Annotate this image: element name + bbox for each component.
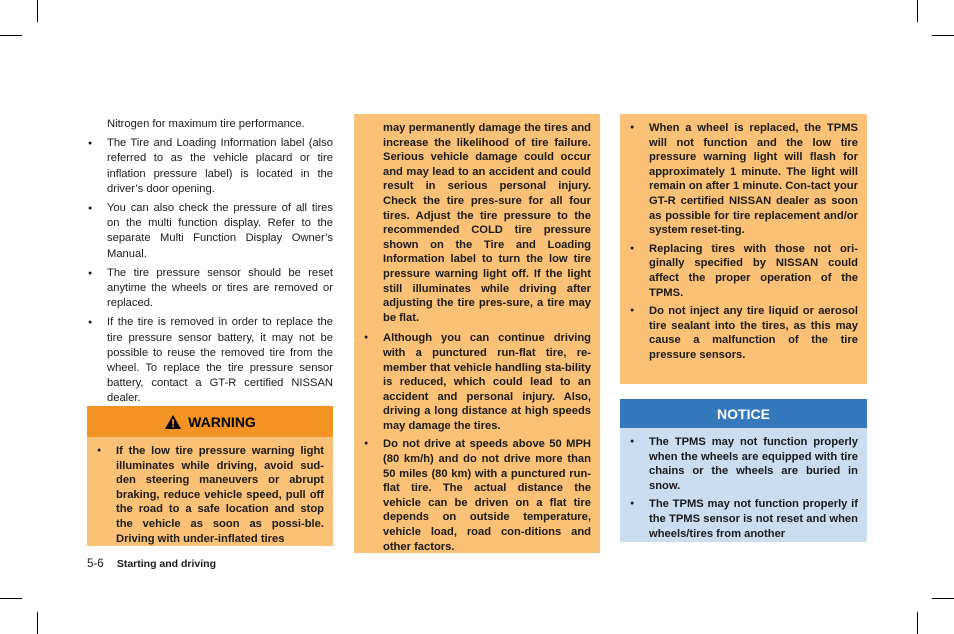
- warning-title: WARNING: [188, 413, 256, 430]
- list-item: ● You can also check the pressure of all tires on the multi function display. Refer to the separate Multi Function Display Owner’s Manual.: [87, 201, 333, 262]
- warning-item: ● Do not drive at speeds above 50 MPH (80 km/h) and do not drive more than 50 miles (80 km) with a punctured run-flat tire. The actual distance the vehicle can be driven on a flat tire depends on outside temperature, vehicle load, road con-ditions and other factors.: [363, 437, 591, 554]
- crop-mark: [932, 598, 954, 599]
- notice-title: NOTICE: [717, 405, 770, 422]
- list-item: ● If the tire is removed in order to replace the tire pressure sensor battery, it may not be possible to reuse the removed tire from the wheel. To replace the tire pressure sensor battery, contact a GT-R certified NISSAN dealer.: [87, 315, 333, 406]
- warning-box-part-2: [354, 114, 600, 553]
- crop-mark: [37, 0, 38, 22]
- crop-mark: [932, 35, 954, 36]
- warning-item: ● Although you can continue driving with a punctured run-flat tire, re-member that vehicle handling sta-bility is reduced, which could lead to an accident and personal injury. Also, driving a long distance at high speeds may damage the tires.: [363, 331, 591, 433]
- warning-box-part-1: [87, 437, 333, 546]
- page-footer: [87, 558, 216, 570]
- list-item: ● The Tire and Loading Information label (also referred to as the vehicle placard or tire inflation pressure label) is located in the driver’s door opening.: [87, 136, 333, 197]
- warning-header: [87, 406, 333, 437]
- list-item: ● The tire pressure sensor should be reset anytime the wheels or tires are removed or replaced.: [87, 266, 333, 312]
- crop-mark: [0, 598, 22, 599]
- column-1: [87, 117, 333, 411]
- warning-item: ● When a wheel is replaced, the TPMS will not function and the low tire pressure warning light will flash for approximately 1 minute. The light will remain on after 1 minute. Con-tact your GT-R certified NISSAN dealer as soon as possible for tire replacement and/or system reset-ting.: [629, 121, 858, 238]
- page-number: 5-6: [87, 558, 104, 570]
- crop-mark: [37, 612, 38, 634]
- intro-text: Nitrogen for maximum tire performance.: [107, 118, 305, 130]
- notice-item: ● The TPMS may not function properly when the wheels are equipped with tire chains or the wheels are buried in snow.: [629, 435, 858, 493]
- warning-box-part-3: [620, 114, 867, 384]
- warning-continuation: may permanently damage the tires and increase the likelihood of tire failure. Serious vehicle damage could occur and may lead to an accident and could result in serious personal injury. Check the tire pres-sure for all four tires. Adjust the tire pressure to the recommended COLD tire pressure shown on the Tire and Loading Information label to turn the low tire pressure warning light off. If the light still illuminates while driving after adjusting the tire pres-sure, a tire may be flat.: [383, 122, 591, 324]
- warning-item: ● If the low tire pressure warning light illuminates while driving, avoid sud-den steering maneuvers or abrupt braking, reduce vehicle speed, pull off the road to a safe location and stop the vehicle as soon as possi-ble. Driving with under-inflated tires: [96, 444, 324, 546]
- warning-item: ● Do not inject any tire liquid or aerosol tire sealant into the tires, as this may cause a malfunction of the tire pressure sensors.: [629, 304, 858, 362]
- warning-item: ● Replacing tires with those not ori-ginally specified by NISSAN could affect the proper operation of the TPMS.: [629, 242, 858, 300]
- crop-mark: [917, 612, 918, 634]
- section-title: Starting and driving: [116, 558, 216, 570]
- notice-header: [620, 399, 867, 428]
- info-bullet-list: [87, 136, 333, 406]
- crop-mark: [917, 0, 918, 22]
- warning-triangle-icon: [164, 414, 182, 430]
- notice-item: ● The TPMS may not function properly if the TPMS sensor is not reset and when wheels/tires from another: [629, 497, 858, 541]
- notice-box: [620, 428, 867, 542]
- crop-mark: [0, 35, 22, 36]
